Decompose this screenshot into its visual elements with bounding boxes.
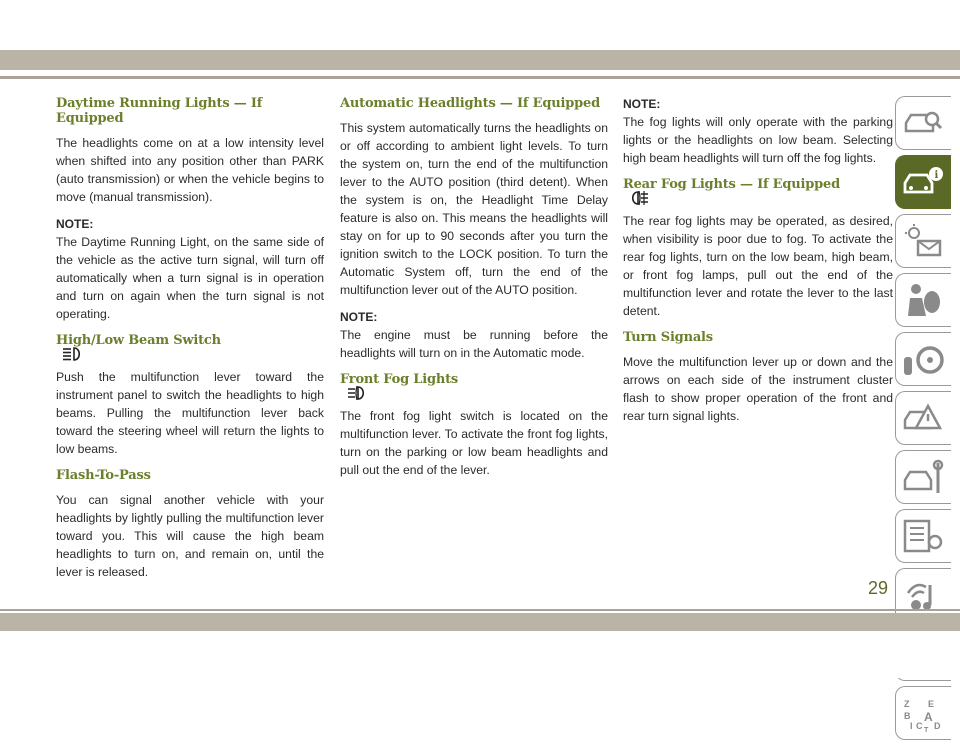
front-fog-section <box>340 372 608 479</box>
rear-fog-icon <box>629 190 893 208</box>
turn-signals-heading: Turn Signals <box>623 330 713 345</box>
specifications-icon <box>902 518 944 556</box>
hilo-section <box>56 333 324 458</box>
front-fog-icon <box>346 385 608 403</box>
rear-fog-heading: Rear Fog Lights — If Equipped <box>623 177 841 192</box>
drl-note-label: NOTE: <box>56 217 94 231</box>
high-beam-icon <box>62 346 324 364</box>
auto-note-body: The engine must be running before the headlights will turn on in the Automatic mode. <box>340 328 608 360</box>
turn-signals-body: Move the multifunction lever up or down and the arrows on each side of the instrument cluster flash to show proper operation of the front and rear turn signal lights. <box>623 355 893 423</box>
car-search-icon <box>902 105 944 143</box>
column-3 <box>623 96 893 435</box>
flash-section <box>56 468 324 581</box>
auto-section <box>340 96 608 362</box>
svg-text:A: A <box>924 710 933 724</box>
tab-safety[interactable] <box>895 273 951 327</box>
tab-starting-driving[interactable] <box>895 332 951 386</box>
safety-airbag-icon <box>902 282 944 320</box>
index-icon <box>902 695 944 733</box>
page-number: 29 <box>868 578 889 598</box>
tab-index[interactable] <box>895 686 951 740</box>
front-fog-body: The front fog light switch is located on the multifunction lever. To activate the front fog lights, turn on the parking or low beam headlights and pull out the end of the lever. <box>340 409 608 477</box>
tab-warning-lights[interactable] <box>895 214 951 268</box>
front-fog-heading: Front Fog Lights <box>340 372 459 387</box>
svg-text:B: B <box>904 711 911 721</box>
rear-fog-section <box>623 177 893 320</box>
drl-body: The headlights come on at a low intensity level when shifted into any position other than PARK (auto transmission) or when the vehicle begins to move (manual transmission). <box>56 136 324 204</box>
svg-text:D: D <box>934 721 941 731</box>
flash-heading: Flash-To-Pass <box>56 468 151 483</box>
starting-driving-icon <box>902 341 944 379</box>
turn-signals-section <box>623 330 893 425</box>
fog-note-section <box>623 96 893 167</box>
fog-note-body: The fog lights will only operate with the parking lights or the headlights on low beam. Selecting high beam headlights will turn off the fog lights. <box>623 115 893 165</box>
drl-heading: Daytime Running Lights — If Equipped <box>56 96 263 126</box>
column-2 <box>340 96 608 489</box>
hilo-body: Push the multifunction lever toward the instrument panel to switch the headlights to high beams. Pulling the multifunction lever back toward the steering wheel will return the lights to low beams. <box>56 370 324 456</box>
svg-text:Z: Z <box>904 699 910 709</box>
footer-band <box>0 613 960 631</box>
service-maintenance-icon <box>902 459 944 497</box>
svg-text:C: C <box>916 721 923 731</box>
rear-fog-body: The rear fog lights may be operated, as desired, when visibility is poor due to fog. To activate the rear fog lights, turn on the low beam, high beam, or front fog lamps, pull out the end of the multifunction lever and rotate the lever to the last detent. <box>623 214 893 318</box>
svg-text:E: E <box>928 699 935 709</box>
tab-car-info[interactable] <box>895 155 951 209</box>
drl-note-body: The Daytime Running Light, on the same side of the vehicle as the active turn signal, will turn off automatically when a turn signal is in operation and turn on again when the turn signal is not operating. <box>56 235 324 321</box>
svg-text:I: I <box>910 721 913 731</box>
tab-service[interactable] <box>895 450 951 504</box>
svg-text:T: T <box>924 727 929 733</box>
footer-rule <box>0 609 960 611</box>
hilo-heading: High/Low Beam Switch <box>56 333 221 348</box>
tab-specifications[interactable] <box>895 509 951 563</box>
auto-note-label: NOTE: <box>340 310 378 324</box>
page-top-margin <box>0 0 960 50</box>
drl-section <box>56 96 324 323</box>
svg-text:i: i <box>934 170 939 181</box>
page-bottom-margin <box>0 631 960 678</box>
emergency-icon <box>902 400 944 438</box>
header-band <box>0 50 960 70</box>
flash-body: You can signal another vehicle with your headlights by lightly pulling the multifunction lever toward you. This will cause the high beam headlights to turn on, and remain on, until the lever is released. <box>56 493 324 579</box>
auto-heading: Automatic Headlights — If Equipped <box>340 96 600 111</box>
auto-body: This system automatically turns the headlights on or off according to ambient light levels. To turn the system on, turn the end of the multifunction lever to the AUTO position (third detent). When the system is on, the Headlight Time Delay feature is also on. This means the headlights will stay on for up to 90 seconds after you turn the ignition switch to the LOCK position. To turn the Automatic System off, turn the end of the multifunction lever out of the AUTO position. <box>340 121 608 297</box>
tab-car-search[interactable] <box>895 96 951 150</box>
header-rule <box>0 76 960 79</box>
column-1 <box>56 96 324 591</box>
car-info-icon <box>902 164 944 202</box>
warning-lights-icon <box>902 223 944 261</box>
tab-emergency[interactable] <box>895 391 951 445</box>
fog-note-label: NOTE: <box>623 97 661 111</box>
